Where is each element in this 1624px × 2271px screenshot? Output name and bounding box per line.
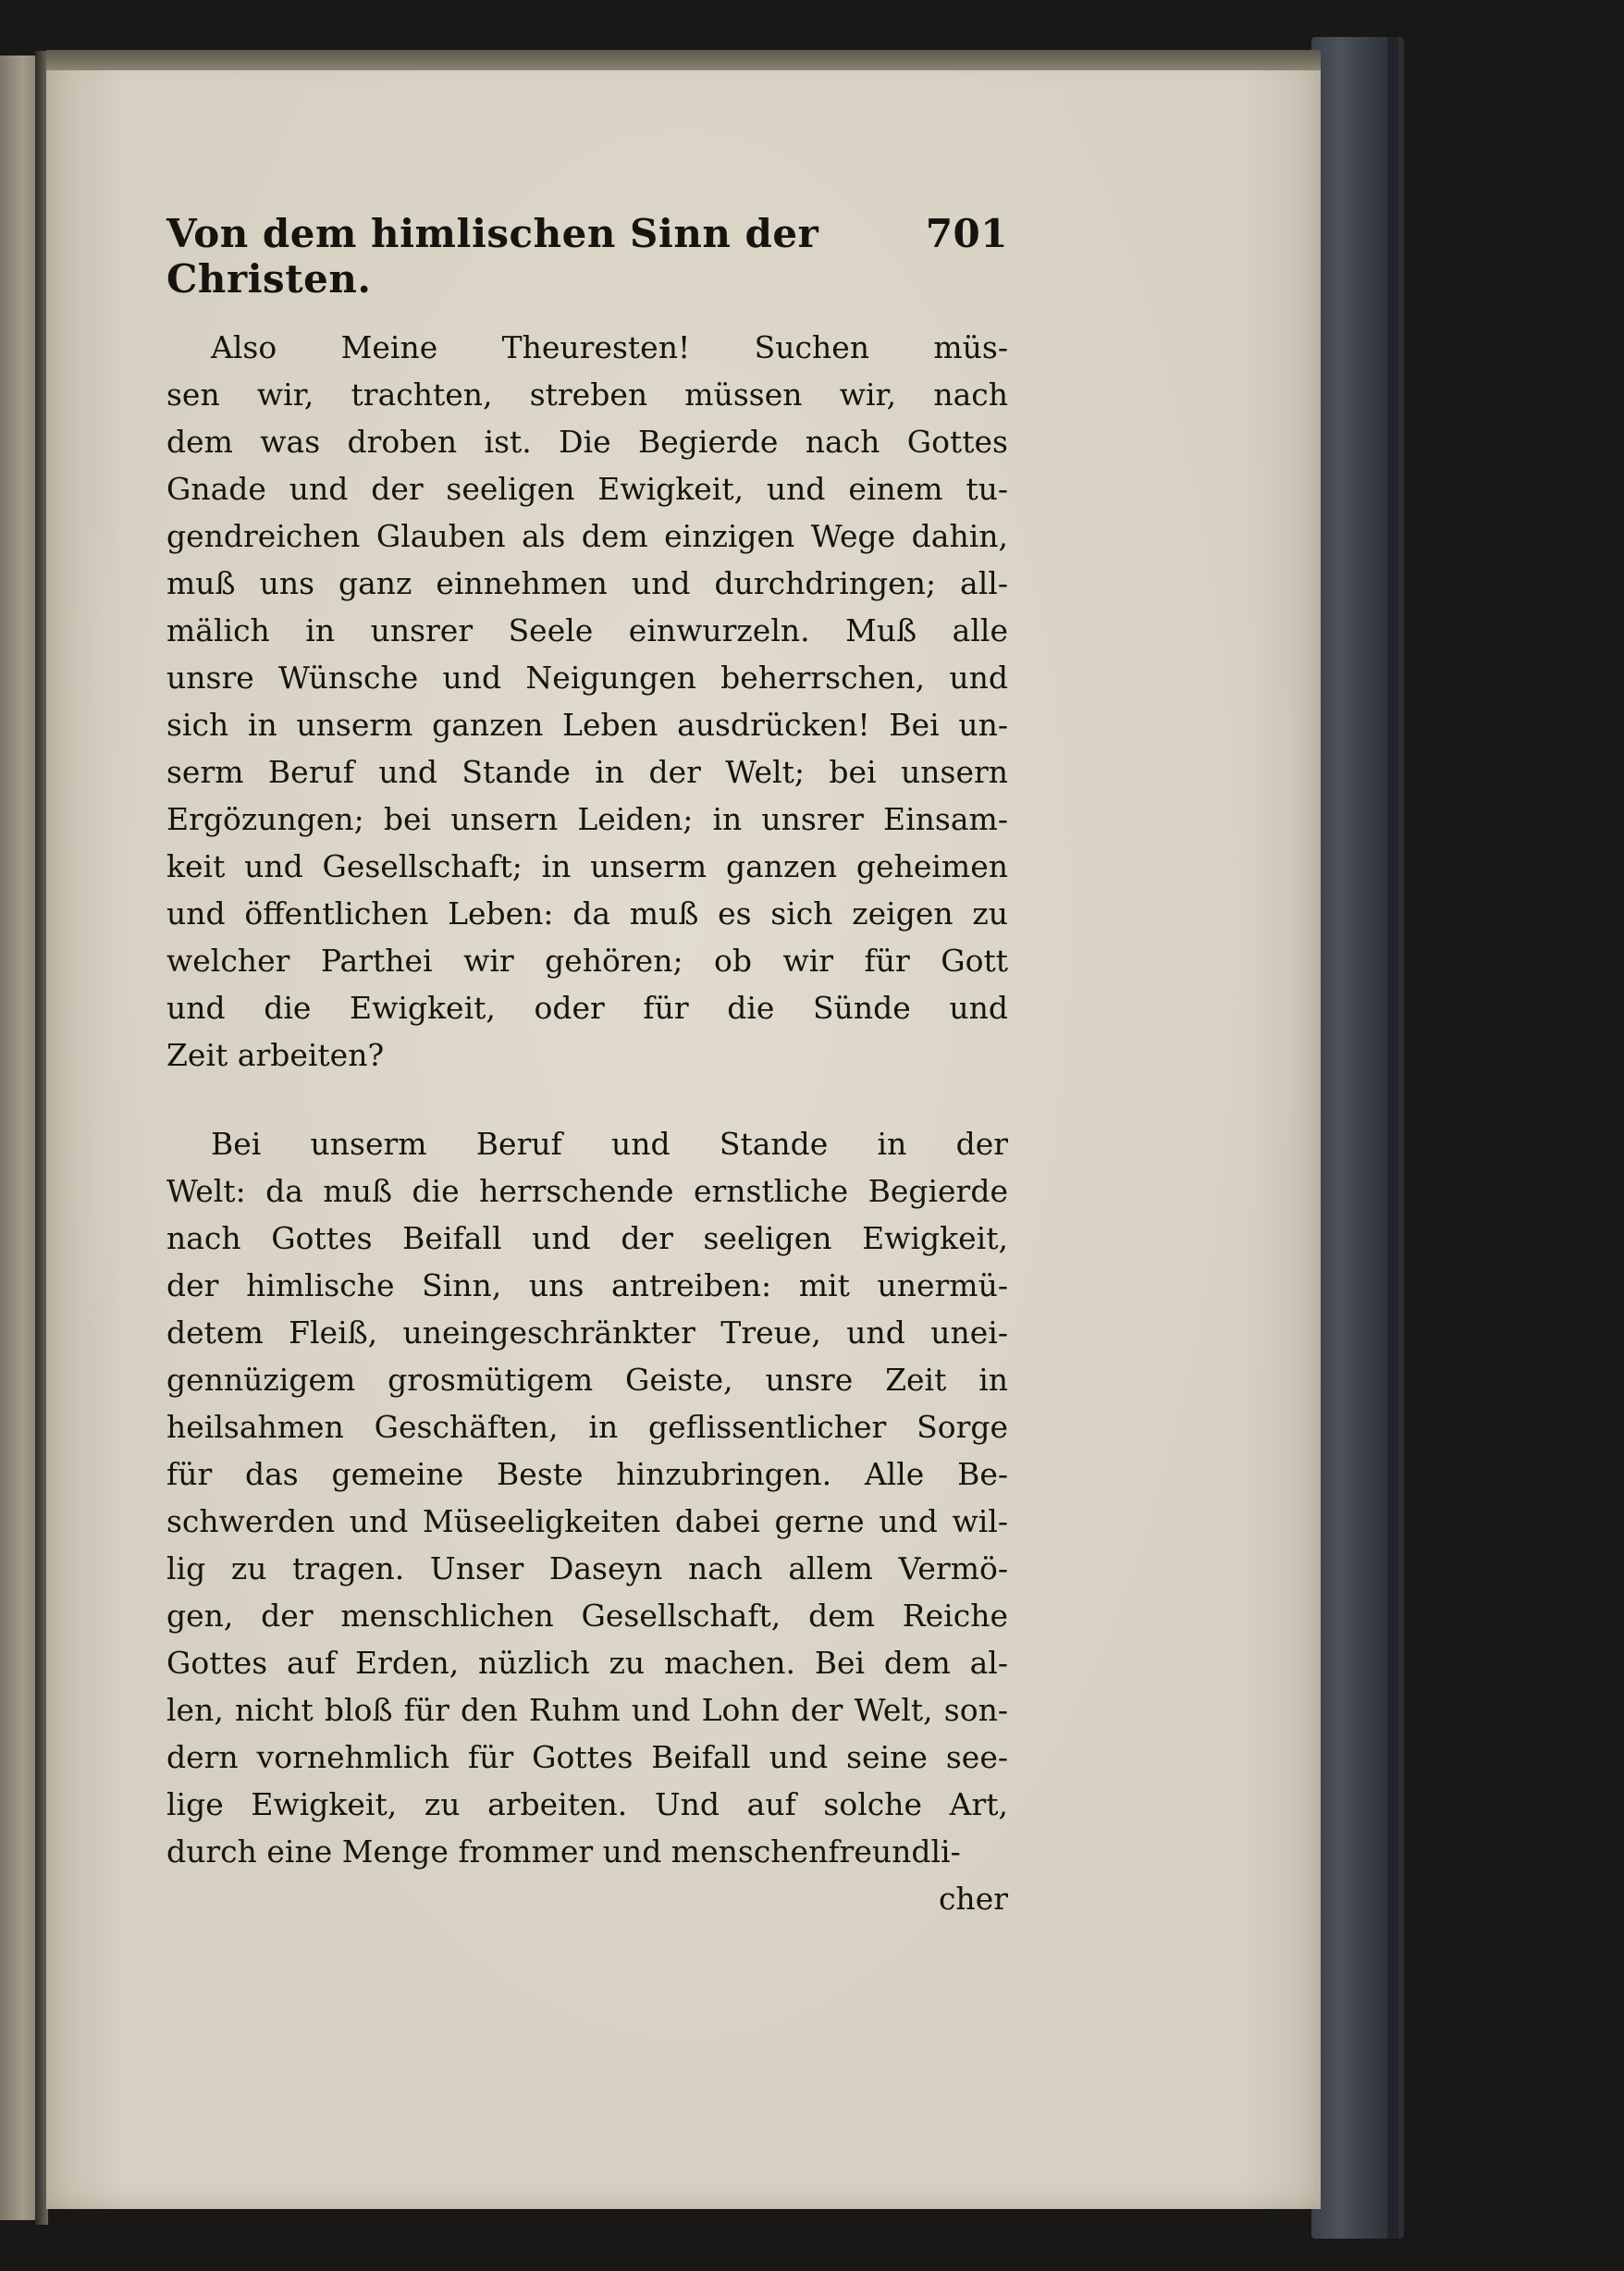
running-head <box>166 211 1008 302</box>
text-line: lig zu tragen. Unser Daseyn nach allem Vermö- <box>166 1550 1008 1586</box>
text-line: dem was droben ist. Die Begierde nach Gottes <box>166 424 1008 460</box>
text-line: für das gemeine Beste hinzubringen. Alle Be- <box>166 1456 1008 1492</box>
text-line: gen, der menschlichen Gesellschaft, dem Reiche <box>166 1598 1008 1634</box>
text-line: gennüzigem grosmütigem Geiste, unsre Zeit in <box>166 1362 1008 1398</box>
text-line: sen wir, trachten, streben müssen wir, nach <box>166 376 1008 413</box>
text-line: welcher Parthei wir gehören; ob wir für Gott <box>166 943 1008 979</box>
text-line: durch eine Menge frommer und menschenfreundli- <box>166 1833 961 1870</box>
text-line: und öffentlichen Leben: da muß es sich zeigen zu <box>166 895 1008 932</box>
text-line: heilsahmen Geschäften, in geflissentlicher Sorge <box>166 1409 1008 1445</box>
text-line: keit und Gesellschaft; in unserm ganzen geheimen <box>166 848 1008 884</box>
text-line: serm Beruf und Stande in der Welt; bei unsern <box>166 754 1008 790</box>
text-line: Zeit arbeiten? <box>166 1037 385 1073</box>
text-line: nach Gottes Beifall und der seeligen Ewigkeit, <box>166 1220 1008 1256</box>
text-line: Also Meine Theuresten! Suchen müs- <box>211 329 1008 365</box>
text-block <box>166 211 1008 1922</box>
text-line: der himlische Sinn, uns antreiben: mit unermü- <box>166 1267 1008 1303</box>
running-head-title: Von dem himlischen Sinn der Christen. <box>166 211 819 302</box>
text-line: muß uns ganz einnehmen und durchdringen; all- <box>166 565 1008 601</box>
text-line: Welt: da muß die herrschende ernstliche Begierde <box>166 1173 1008 1209</box>
text-line: Ergözungen; bei unsern Leiden; in unsrer Einsam- <box>166 801 1008 837</box>
text-line: len, nicht bloß für den Ruhm und Lohn der Welt, son- <box>166 1692 1008 1728</box>
facing-page-edge <box>0 56 37 2220</box>
catchword: cher <box>938 1881 1008 1917</box>
cover-board-edge <box>1387 37 1398 2239</box>
text-line: und die Ewigkeit, oder für die Sünde und <box>166 990 1008 1026</box>
text-line: Gnade und der seeligen Ewigkeit, und einem tu- <box>166 471 1008 507</box>
text-line: unsre Wünsche und Neigungen beherrschen, und <box>166 660 1008 696</box>
paragraph-2 <box>166 1120 1008 1875</box>
text-line: sich in unserm ganzen Leben ausdrücken! Bei un- <box>166 707 1008 743</box>
page-number: 701 <box>925 211 1008 256</box>
text-line: detem Fleiß, uneingeschränkter Treue, und unei- <box>166 1314 1008 1351</box>
text-line: dern vornehmlich für Gottes Beifall und seine see- <box>166 1739 1008 1775</box>
paragraph-1 <box>166 324 1008 1079</box>
text-line: lige Ewigkeit, zu arbeiten. Und auf solche Art, <box>166 1786 1008 1822</box>
text-line: schwerden und Müseeligkeiten dabei gerne und wil- <box>166 1503 1008 1539</box>
text-line: mälich in unsrer Seele einwurzeln. Muß alle <box>166 612 1008 648</box>
page-top-edge <box>46 50 1321 70</box>
text-line: Gottes auf Erden, nüzlich zu machen. Bei dem al- <box>166 1645 1008 1681</box>
text-line: gendreichen Glauben als dem einzigen Wege dahin, <box>166 518 1008 554</box>
text-line: Bei unserm Beruf und Stande in der <box>211 1126 1008 1162</box>
